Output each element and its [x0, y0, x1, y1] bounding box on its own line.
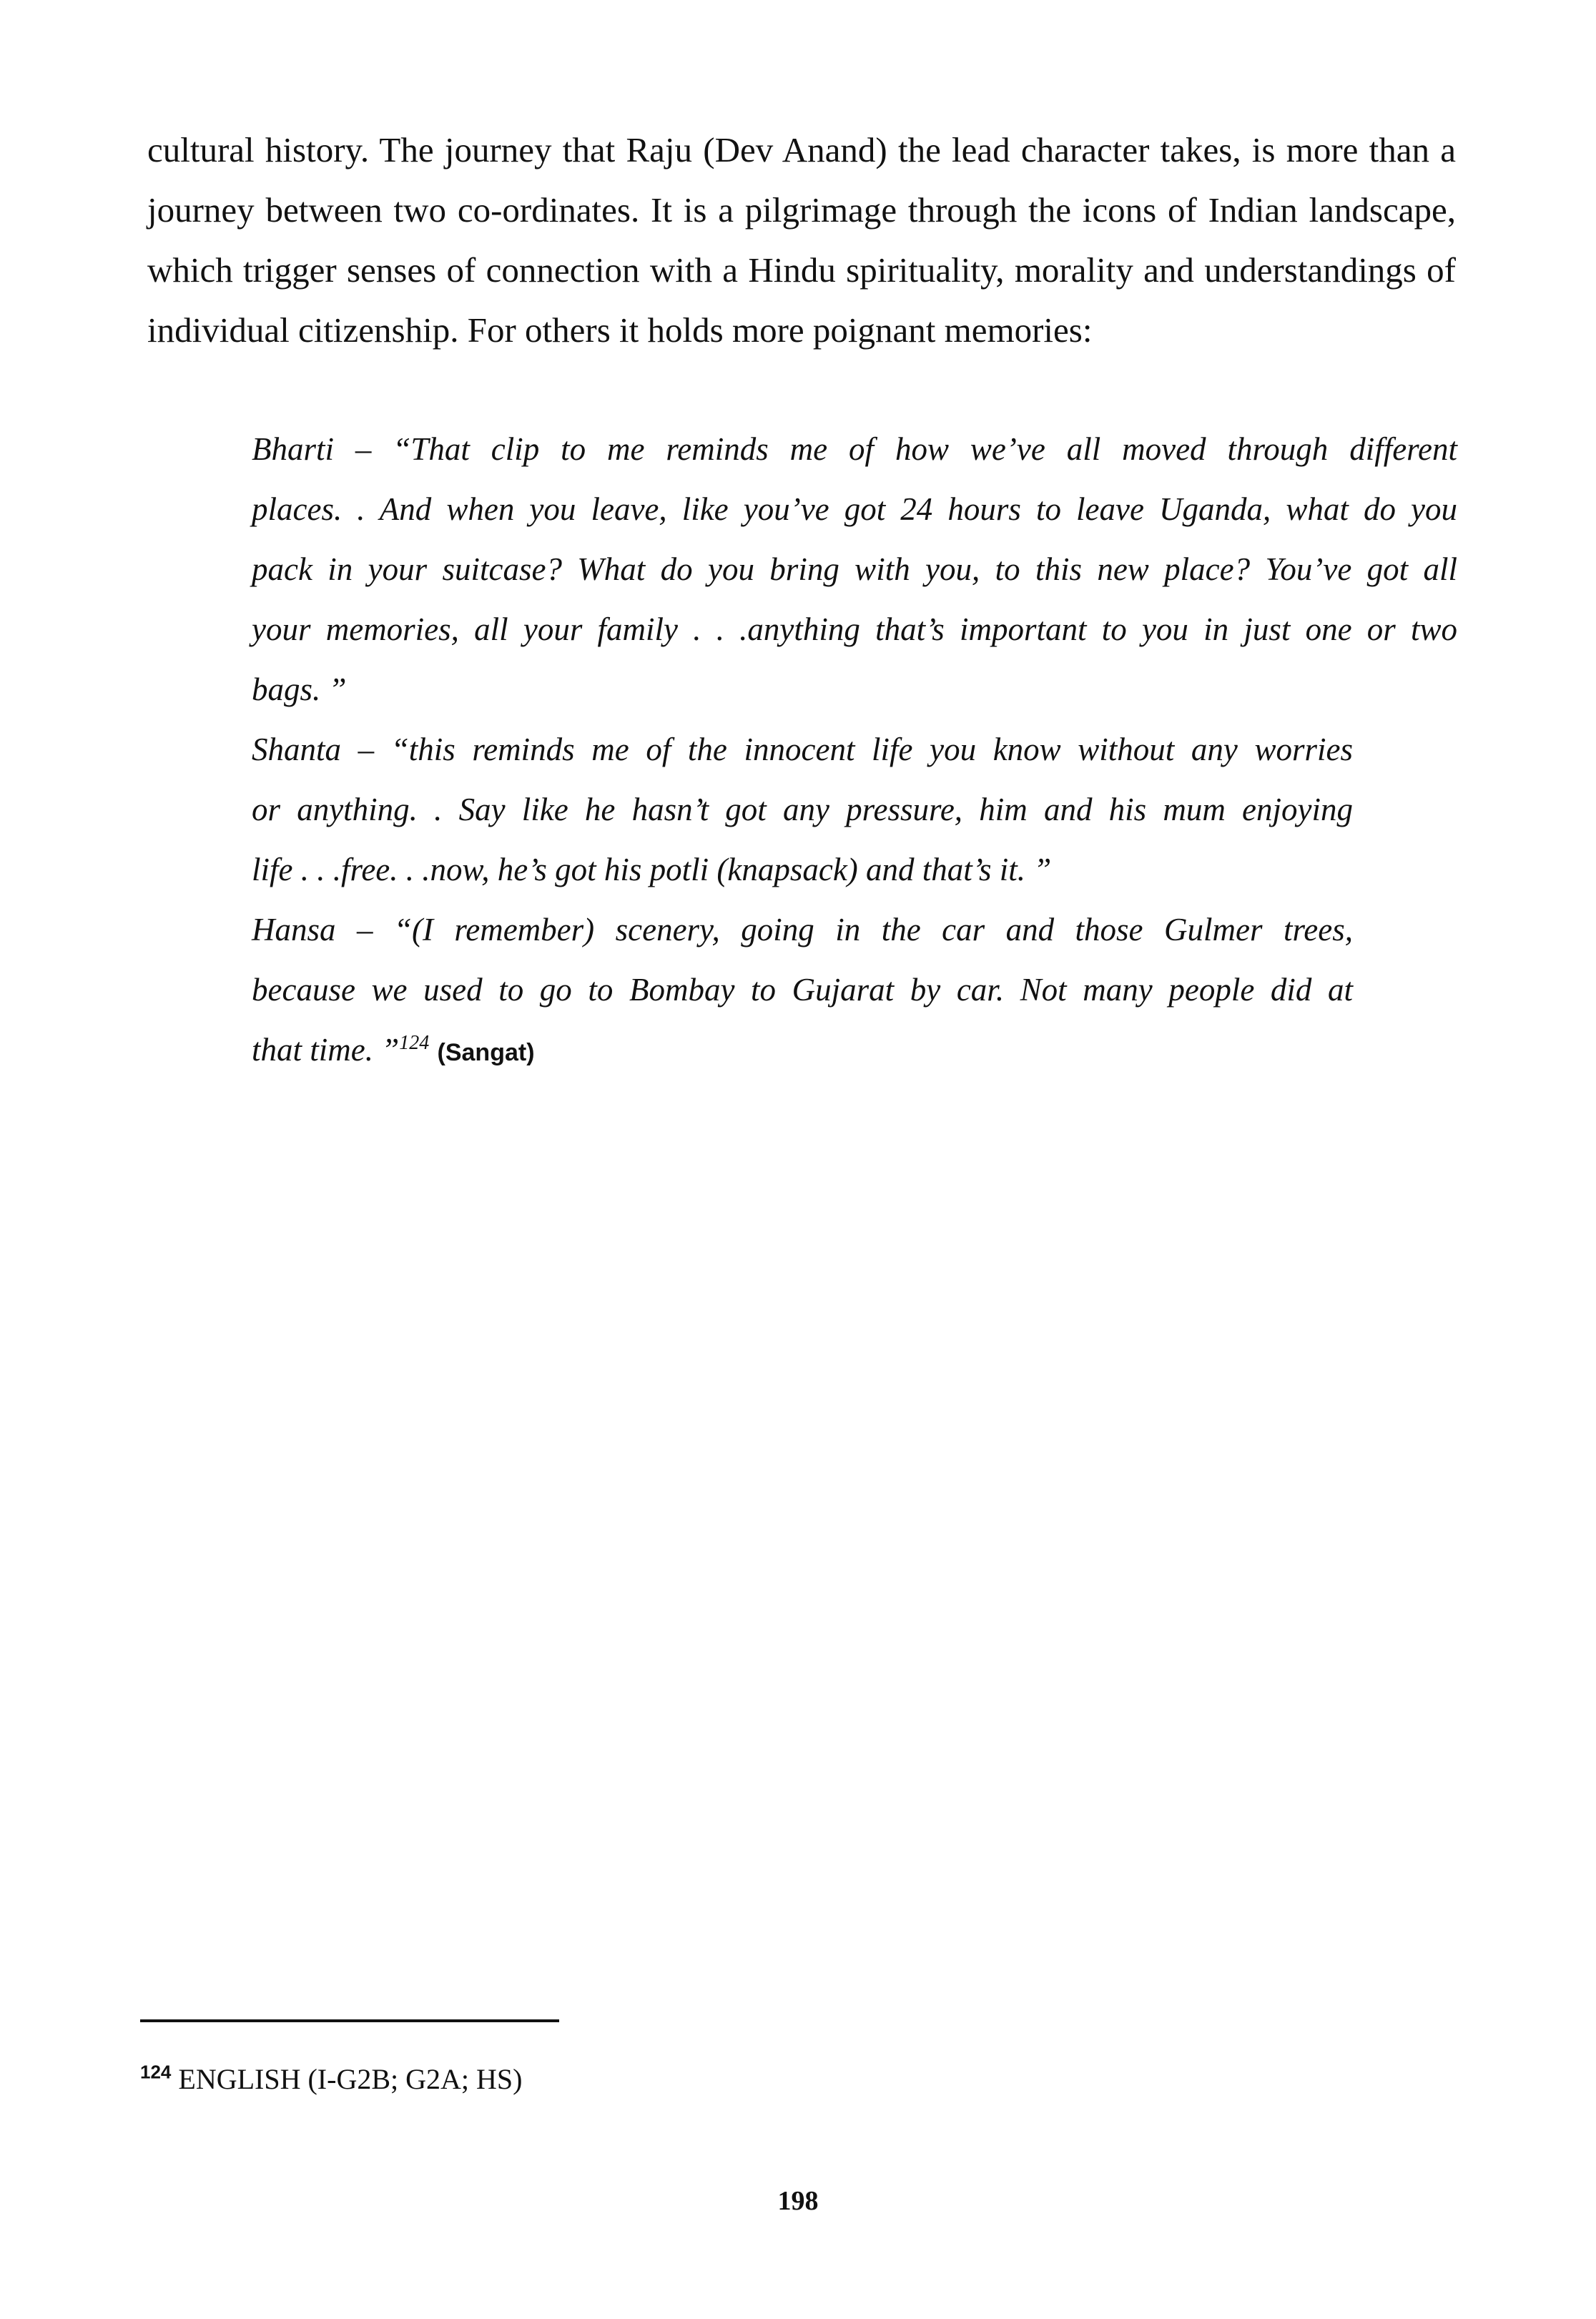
- citation: (Sangat): [437, 1039, 535, 1066]
- quote-line: Bharti – “That clip to me reminds me of how we’ve all moved through different: [252, 431, 1457, 467]
- quote-line: Hansa – “(I remember) scenery, going in the car and those Gulmer trees,: [252, 912, 1353, 947]
- quote-line: Shanta – “this reminds me of the innocent life you know without any worries: [252, 732, 1353, 767]
- body-line: individual citizenship. For others it holds more poignant memories:: [147, 310, 1093, 350]
- footnote-text: ENGLISH (I-G2B; G2A; HS): [178, 2063, 523, 2095]
- quote-line: because we used to go to Bombay to Gujarat by car. Not many people did at: [252, 972, 1353, 1008]
- footnote-number: 124: [140, 2061, 172, 2083]
- quote-line: life . . .free. . .now, he’s got his potli (knapsack) and that’s it. ”: [252, 852, 1052, 887]
- quote-line-text: that time. ”: [252, 1032, 400, 1068]
- quote-line: or anything. . Say like he hasn’t got any pressure, him and his mum enjoying: [252, 792, 1353, 827]
- quote-line: bags. ”: [252, 671, 347, 707]
- body-line: which trigger senses of connection with a Hindu spirituality, morality and understandings of: [147, 250, 1456, 290]
- body-line: journey between two co-ordinates. It is a pilgrimage through the icons of Indian landscape,: [147, 190, 1456, 230]
- footnote: [140, 2058, 522, 2101]
- footnote-divider: [140, 2019, 559, 2022]
- footnote-reference: 124: [399, 1032, 430, 1054]
- body-line: cultural history. The journey that Raju (Dev Anand) the lead character takes, is more than a: [147, 130, 1456, 169]
- body-paragraph: [147, 120, 1456, 360]
- quote-line: pack in your suitcase? What do you bring with you, to this new place? You’ve got all: [252, 551, 1457, 587]
- page-number: 198: [777, 2186, 819, 2216]
- quote-last-line: [252, 1020, 1457, 1083]
- quote-line: your memories, all your family . . .anything that’s important to you in just one or two: [252, 611, 1457, 647]
- quote-line: places. . And when you leave, like you’ve got 24 hours to leave Uganda, what do you: [252, 491, 1457, 527]
- interview-quotes: [252, 419, 1457, 1083]
